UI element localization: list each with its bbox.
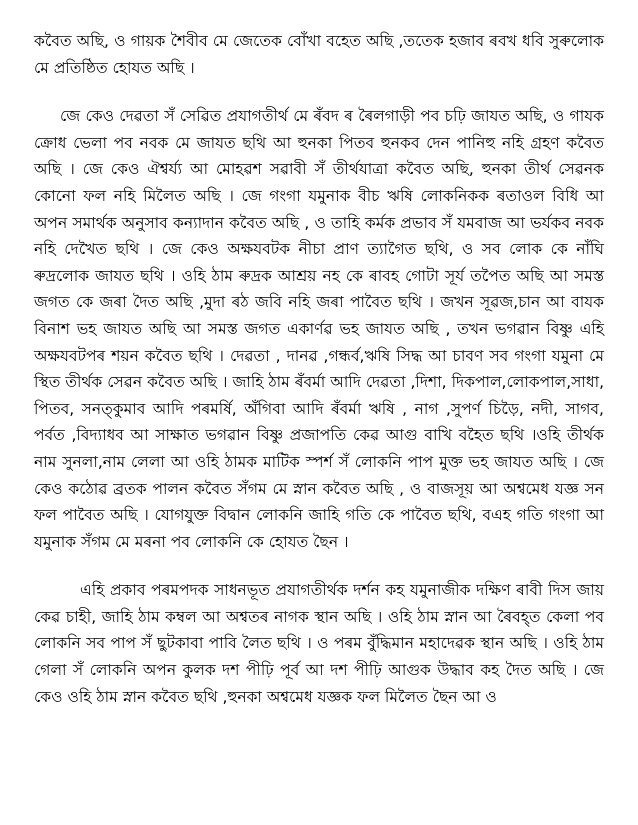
paragraph-2: জে কেও দেৱতা সঁ সেৱিত প্ৰযাগতীৰ্থ মে ৰঁবদ ৰ ৰৈলগাড়ী পব চঢ়ি জাযত অছি, ও গাযক ক্ৰোধ ভেলা পব নবক মে জাযত ছথি আ হুনকা পিতব হুনকব দেন পানিহু নহি গ্ৰহণ কবৈত অছি । জে কেও ঐশ্বৰ্য্য আ মোহৱশ সৱাবী সঁ তীৰ্থযাত্ৰা কবৈত অছি, হুনকা তীৰ্থ সেৱনক কোনো ফল নহি মিলৈত অছি । জে গংগা যমুনাক বীচ ঋষি লোকনিকক ৰতাওল বিধি আ অপন সমাৰ্থক অনুসাব কন্যাদান কবৈত অছি , ও তাহি কৰ্মক প্ৰভাব সঁ যমবাজ আ ভৰ্যকব নবক নহি দেখৈত ছথি । জে কেও অক্ষযবটক নীচা প্ৰাণ ত্যাগৈত ছথি, ও সব লোক কে নাঁঘি ৰুদ্ৰলোক জাযত ছথি । ওহি ঠাম ৰুদ্ৰক আশ্ৰয় নহ কে ৰাবহ গোটা সূৰ্য তপৈত অছি আ সমস্ত জগত কে জৰা দৈত অছি ,মুদা ৰঠ জবি নহি জৰা পাবৈত ছথি । জখন সূৱজ,চান আ বাযক বিনাশ ভহ জাযত অছি আ সমস্ত জগত একাৰ্ণৱ ভহ জাযত অছি , তখন ভগৱান বিষ্ণু এহি অক্ষযবটপৰ শয়ন কবৈত ছথি । দেৱতা , দানৱ ,গন্ধৰ্ব,ঋষি সিদ্ধ আ চাবণ সব গংগা যমুনা মে স্থিত তীৰ্থক সেৱন কবৈত অছি । জাহি ঠাম ৰঁবৰ্মা আদি দেৱতা ,দিশা, দিকপাল,লোকপাল,সাধা, পিতব, সনত্কুমাব আদি পৰমৰ্ষি, অঁগিবা আদি ৰঁবৰ্মা ঋষি , নাগ ,সুপৰ্ণ চিড়ৈ, নদী, সাগব, পৰ্বত ,বিদ্যাধব আ সাক্ষাত ভগৱান বিষ্ণু প্ৰজাপতি কেৱ আগু বাখি বহৈত ছথি ।ওহি তীৰ্থক নাম সুনলা,নাম লেলা আ ওহি ঠামক মাটিক স্পৰ্শ সঁ লোকনি পাপ মুক্ত ভহ জাযত অছি । জে কেও কঠোৱ ব্ৰতক পালন কবৈত সঁগম মে স্নান কবৈত অছি , ও বাজসূয় আ অশ্বমেধ যজ্ঞ সন ফল পাবৈত অছি । যোগযুক্ত বিদ্বান লোকনি জাহি গতি কে পাবৈত ছথি, বএহ গতি গংগা আ যমুনাক সঁগম মে মৰনা পব লোকনি কে হোযত ছৈন । xyxy=(34,107,604,551)
paragraph-3: এহি প্ৰকাব পৰমপদক সাধনভূত প্ৰযাগতীৰ্থক দৰ্শন কহ যমুনাজীক দক্ষিণ ৰাবী দিস জায় কেৱ চাহী, জাহি ঠাম কম্বল আ অশ্বতৰ নাগক স্থান অছি । ওহি ঠাম স্নান আ ৰৈবহ্ত কেলা পব লোকনি সব পাপ সঁ ছুটকাবা পাবি লৈত ছথি । ও পৰম বুঁদ্ধিমান মহাদেৱক স্থান অছি । ওহি ঠাম গেলা সঁ লোকনি অপন কুলক দশ পীঢ়ি পূৰ্ব আ দশ পীঢ়ি আগুক উদ্ধাব কহ দৈত অছি । জে কেও ওহি ঠাম স্নান কবৈত ছথি ,হুনকা অশ্বমেধ যজ্ঞক ফল মিলৈত ছৈন আ ও xyxy=(34,581,604,706)
paragraph-1: কবৈত অছি, ও গায়ক শৈবীব মে জেতেক বোঁখা বহেত অছি ,ততেক হজাব ৰবখ ধবি সুৰুলোক মে প্ৰতিষ্ঠিত হোযত অছি । xyxy=(34,32,604,77)
